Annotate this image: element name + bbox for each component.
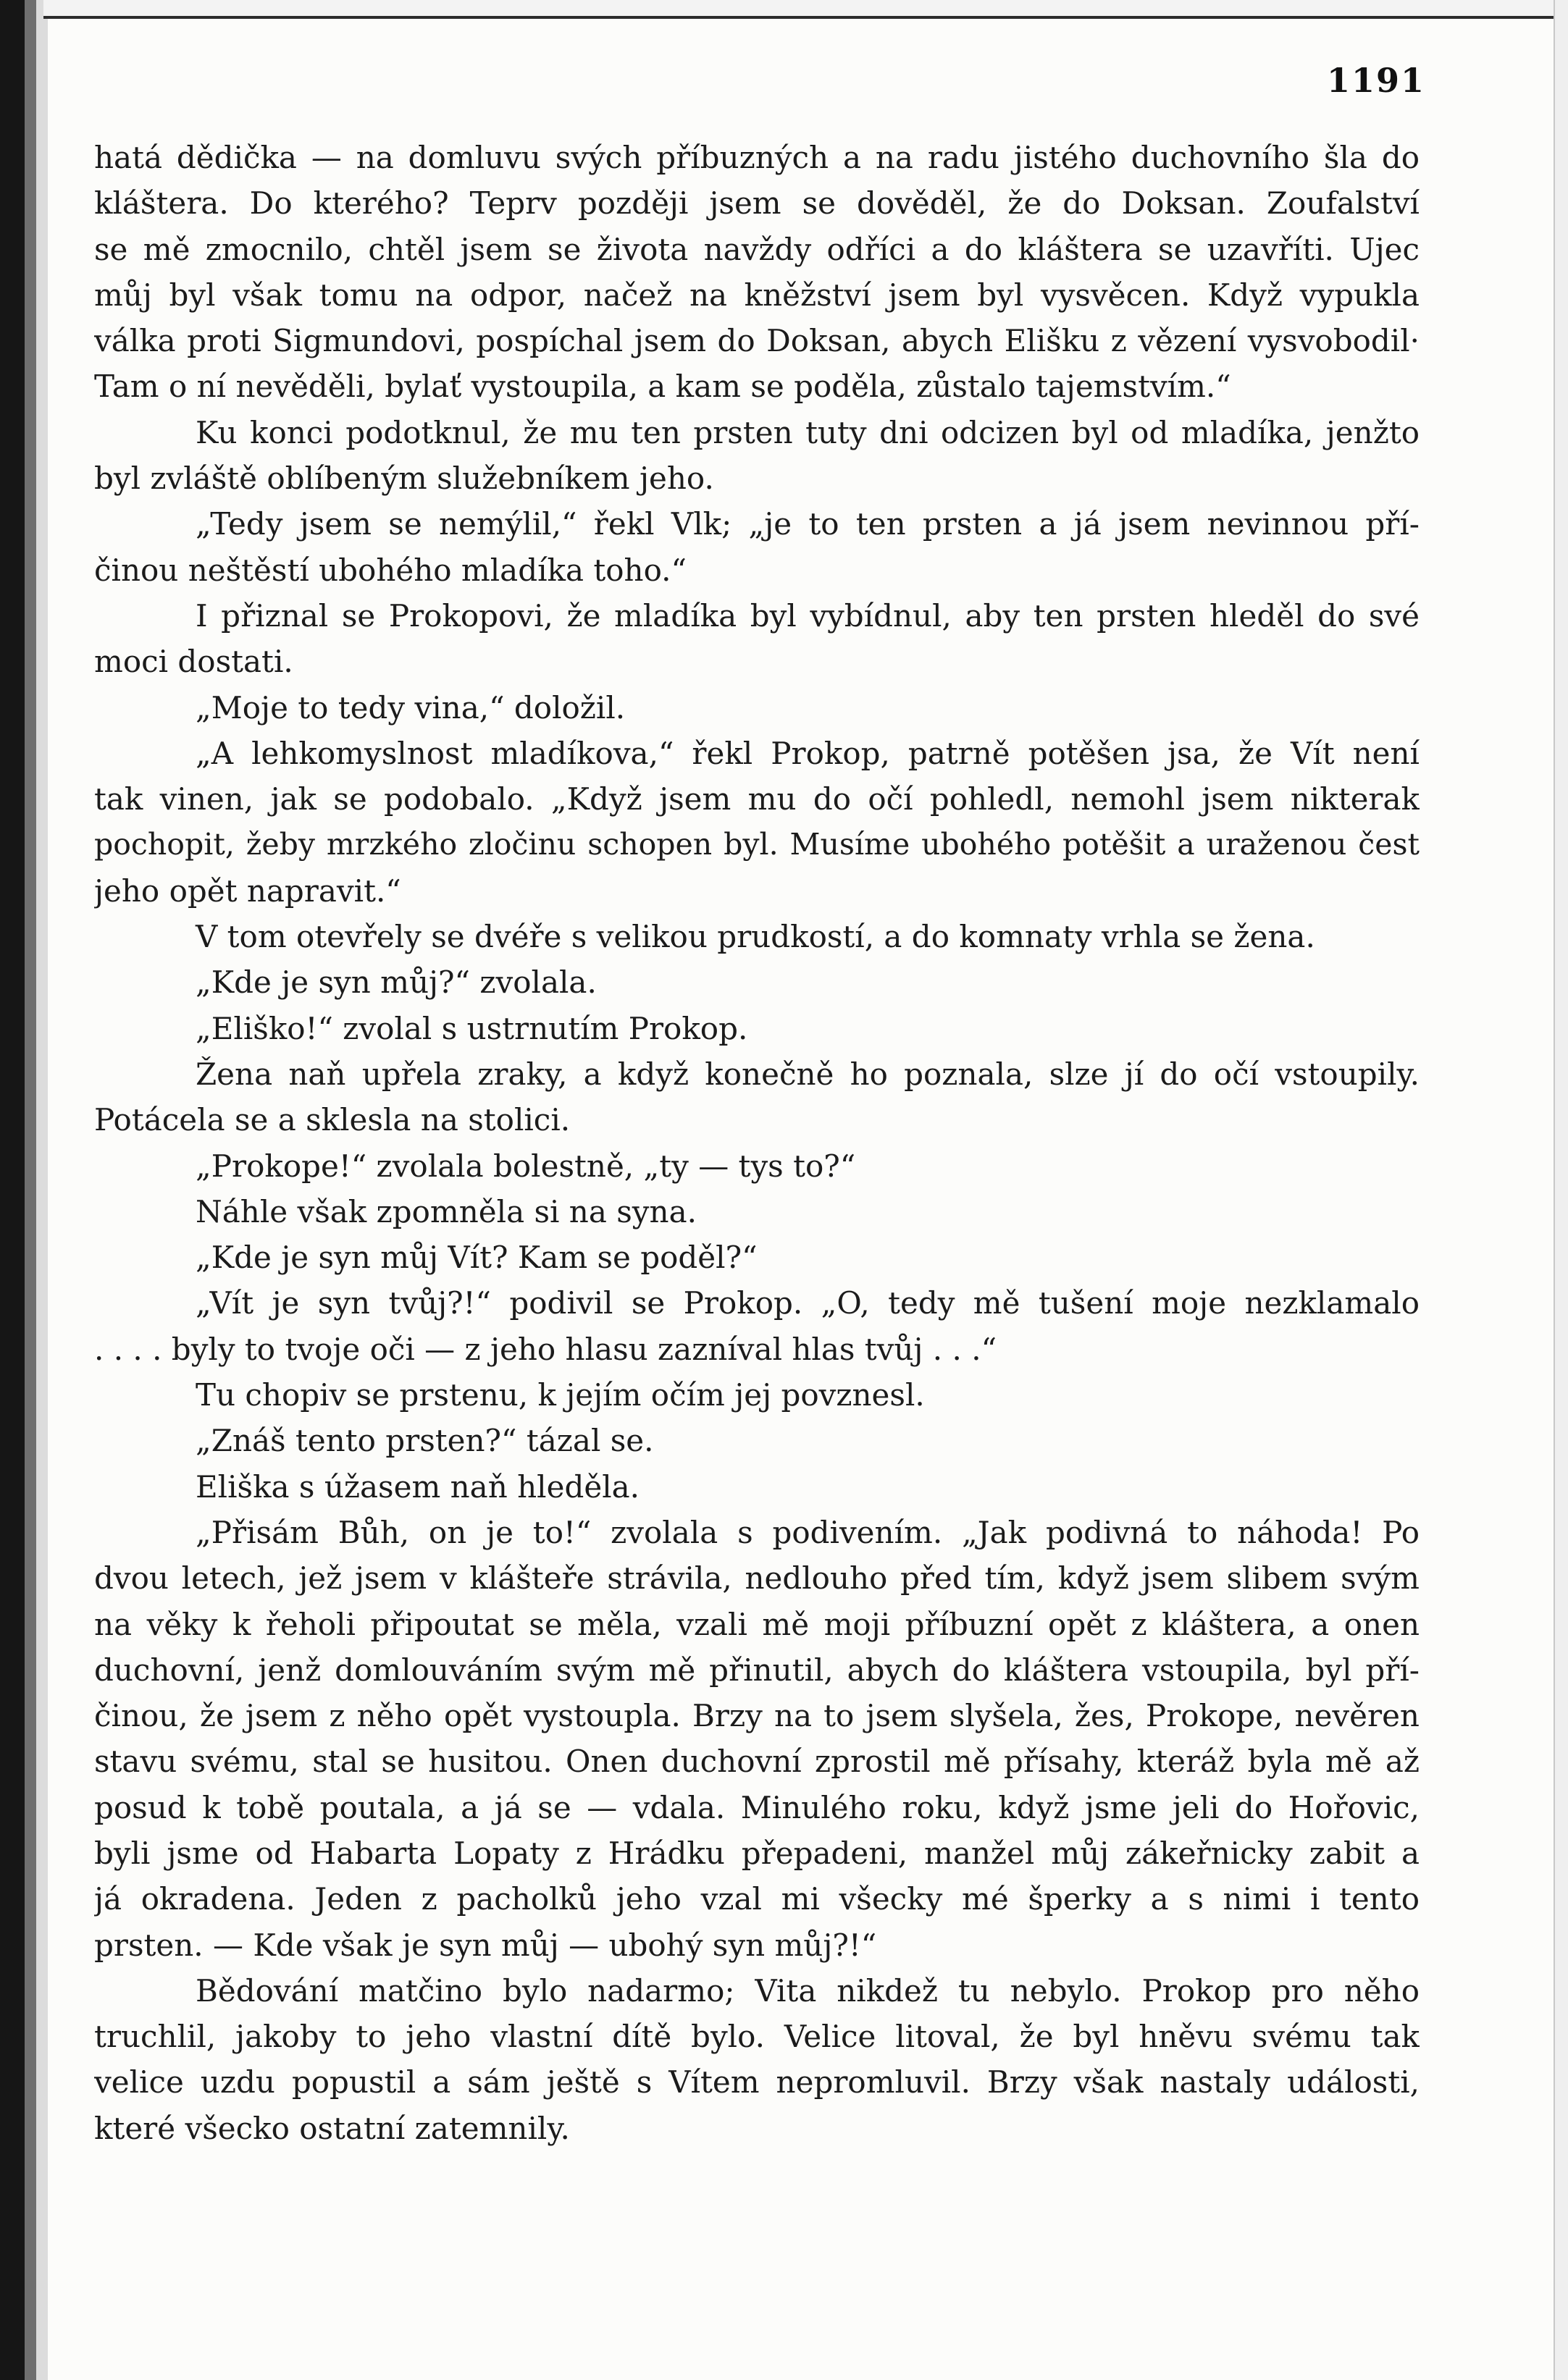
text-line: na věky k řeholi připoutat se měla, vzali mě moji příbuzní opět z kláštera, a onen xyxy=(94,1606,1420,1642)
binding-shadow xyxy=(25,0,36,2380)
text-line: válka proti Sigmundovi, pospíchal jsem do Doksan, abych Elišku z vězení vysvobodil· xyxy=(94,323,1420,359)
binding-edge xyxy=(0,0,25,2380)
text-line: velice uzdu popustil a sám ještě s Vítem nepromluvil. Brzy však nastaly události, xyxy=(94,2064,1420,2101)
text-line: kláštera. Do kterého? Teprv později jsem se dověděl, že do Doksan. Zoufalství xyxy=(94,185,1420,222)
text-line: Tu chopiv se prstenu, k jejím očím jej povznesl. xyxy=(196,1377,925,1413)
text-line: Ku konci podotknul, že mu ten prsten tuty dni odcizen byl od mladíka, jenžto xyxy=(196,414,1420,450)
text-line: Potácela se a sklesla na stolici. xyxy=(94,1102,571,1138)
text-line: jeho opět napravit.“ xyxy=(94,872,401,909)
page-number: 1191 xyxy=(1326,61,1425,100)
text-line: duchovní, jenž domlouváním svým mě přinutil, abych do kláštera vstoupila, byl pří- xyxy=(94,1652,1420,1688)
text-line: Eliška s úžasem naň hleděla. xyxy=(196,1468,640,1505)
text-line: truchlil, jakoby to jeho vlastní dítě bylo. Velice litoval, že byl hněvu svému tak xyxy=(94,2019,1420,2055)
text-line: stavu svému, stal se husitou. Onen duchovní zprostil mě přísahy, kteráž byla mě až xyxy=(94,1744,1420,1780)
text-line: . . . . byly to tvoje oči — z jeho hlasu zazníval hlas tvůj . . .“ xyxy=(94,1331,997,1367)
text-line: činou, že jsem z něho opět vystoupla. Brzy na to jsem slyšela, žes, Prokope, nevěren xyxy=(94,1698,1420,1734)
text-line: „Prokope!“ zvolala bolestně, „ty — tys to?“ xyxy=(196,1148,856,1184)
text-line: Tam o ní nevěděli, bylať vystoupila, a kam se poděla, zůstalo tajemstvím.“ xyxy=(94,369,1231,405)
text-line: posud k tobě poutala, a já se — vdala. Minulého roku, když jsme jeli do Hořovic, xyxy=(94,1789,1420,1825)
text-line: Náhle však zpomněla si na syna. xyxy=(196,1193,697,1229)
text-line: dvou letech, jež jsem v klášteře strávila, nedlouho před tím, když jsem slibem svým xyxy=(94,1560,1420,1597)
text-line: byli jsme od Habarta Lopaty z Hrádku přepadeni, manžel můj zákeřnicky zabit a xyxy=(94,1835,1420,1871)
text-line: „Eliško!“ zvolal s ustrnutím Prokop. xyxy=(196,1010,748,1046)
text-line: „Tedy jsem se nemýlil,“ řekl Vlk; „je to ten prsten a já jsem nevinnou pří- xyxy=(196,506,1420,542)
text-line: I přiznal se Prokopovi, že mladíka byl vybídnul, aby ten prsten hleděl do své xyxy=(196,597,1420,634)
text-line: činou neštěstí ubohého mladíka toho.“ xyxy=(94,552,687,588)
text-line: hatá dědička — na domluvu svých příbuzných a na radu jistého duchovního šla do xyxy=(94,140,1420,175)
text-line: „A lehkomyslnost mladíkova,“ řekl Prokop, patrně potěšen jsa, že Vít není xyxy=(196,735,1420,771)
top-page-edge xyxy=(43,0,1568,19)
text-line: se mě zmocnilo, chtěl jsem se života navždy odříci a do kláštera se uzavříti. Ujec xyxy=(94,231,1420,267)
body-text xyxy=(94,135,1420,2151)
text-line: můj byl však tomu na odpor, načež na kněžství jsem byl vysvěcen. Když vypukla xyxy=(94,277,1420,313)
text-line: tak vinen, jak se podobalo. „Když jsem mu do očí pohledl, nemohl jsem nikterak xyxy=(94,781,1420,817)
right-page-edge xyxy=(1554,0,1568,2380)
text-line: „Vít je syn tvůj?!“ podivil se Prokop. „O, tedy mě tušení moje nezklamalo xyxy=(196,1285,1420,1321)
text-line: moci dostati. xyxy=(94,644,293,680)
text-line: „Kde je syn můj Vít? Kam se poděl?“ xyxy=(196,1240,758,1276)
text-line: Bědování matčino bylo nadarmo; Vita nikdež tu nebylo. Prokop pro něho xyxy=(196,1972,1420,2009)
text-line: byl zvláště oblíbeným služebníkem jeho. xyxy=(94,461,714,497)
text-line: „Kde je syn můj?“ zvolala. xyxy=(196,964,597,1001)
text-line: „Znáš tento prsten?“ tázal se. xyxy=(196,1423,654,1459)
binding-highlight xyxy=(36,0,48,2380)
text-line: „Přisám Bůh, on je to!“ zvolala s podivením. „Jak podivná to náhoda! Po xyxy=(196,1514,1420,1550)
text-line: V tom otevřely se dvéře s velikou prudkostí, a do komnaty vrhla se žena. xyxy=(196,919,1315,955)
text-line: já okradena. Jeden z pacholků jeho vzal mi všecky mé šperky a s nimi i tento xyxy=(94,1881,1420,1917)
text-line: které všecko ostatní zatemnily. xyxy=(94,2110,570,2146)
text-line: prsten. — Kde však je syn můj — ubohý syn můj?!“ xyxy=(94,1927,877,1963)
text-line: Žena naň upřela zraky, a když konečně ho poznala, slze jí do očí vstoupily. xyxy=(196,1056,1420,1092)
text-line: pochopit, žeby mrzkého zločinu schopen byl. Musíme ubohého potěšit a uraženou čest xyxy=(94,827,1420,862)
text-line: „Moje to tedy vina,“ doložil. xyxy=(196,689,626,726)
